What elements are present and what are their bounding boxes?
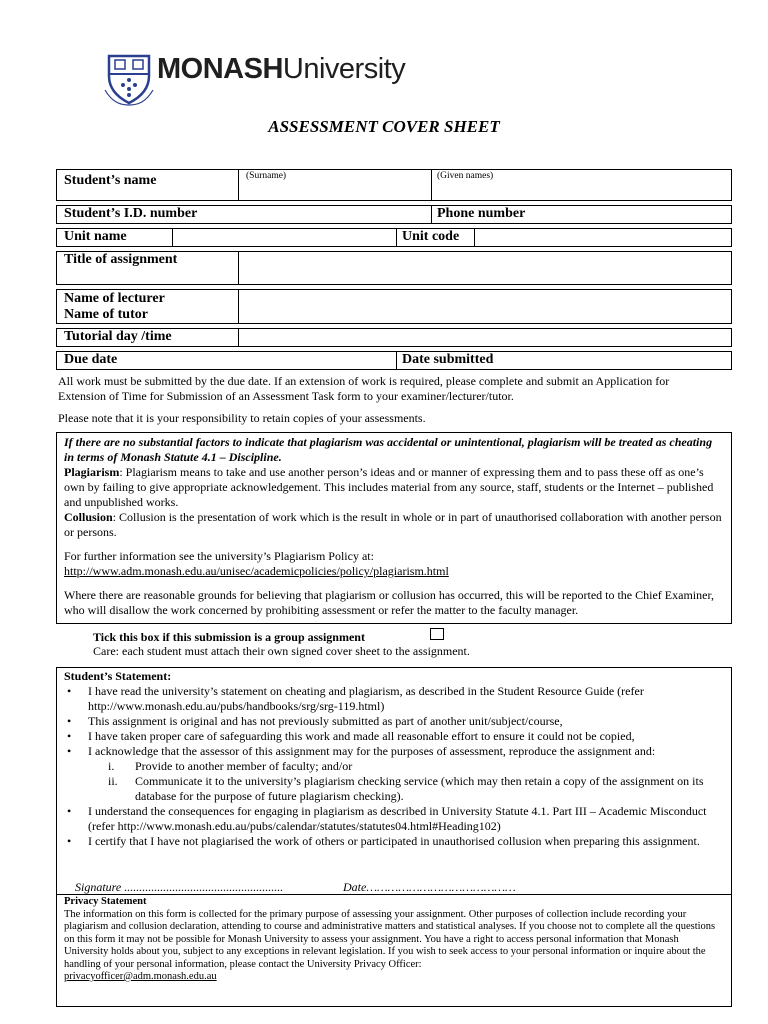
plagiarism-term: Plagiarism [64, 465, 120, 479]
dates-row [56, 351, 732, 370]
privacy-heading: Privacy Statement [64, 896, 147, 907]
plagiarism-content [64, 435, 724, 618]
list-item: • I understand the consequences for engaging in plagiarism as described in University Statute 4.1. Part III – Academic Misconduct (refer http://www.monash.edu.au/pubs/calendar/statutes/statutes04.html#Heading102) [64, 804, 720, 834]
statement-list-2 [64, 804, 720, 849]
list-item: • I certify that I have not plagiarised the work of others or participated in unauthorised collusion when preparing this assignment. [64, 834, 720, 849]
plagiarism-text: : Plagiarism means to take and use another person’s ideas and or manner of expressing them and to pass these off as one’s own by failing to give appropriate acknowledgement. This includes material from any source, staff, students or the Internet – published and unpublished works. [64, 465, 714, 509]
brand-regular: University [282, 53, 406, 85]
group-care-note: Care: each student must attach their own signed cover sheet to the assignment. [93, 644, 470, 658]
date-submitted-label: Date submitted [402, 352, 494, 367]
unit-code-field[interactable] [475, 229, 731, 246]
statement-heading: Student’s Statement: [64, 669, 172, 683]
student-id-label: Student’s I.D. number [64, 206, 198, 221]
assignment-title-label: Title of assignment [64, 252, 178, 267]
date-line[interactable]: Date…………………………………… [343, 880, 516, 894]
further-info-text: For further information see the university’s Plagiarism Policy at: [64, 549, 374, 563]
tutorial-label: Tutorial day /time [64, 329, 172, 344]
students-name-label: Student’s name [64, 173, 157, 188]
lecturer-tutor-field[interactable] [239, 290, 731, 323]
plagiarism-policy-link[interactable]: http://www.adm.monash.edu.au/unisec/academicpolicies/policy/plagiarism.html [64, 564, 449, 578]
university-wordmark [157, 53, 405, 86]
tutor-label: Name of tutor [64, 307, 148, 322]
plagiarism-warning: If there are no substantial factors to indicate that plagiarism was accidental or unintentional, plagiarism will be treated as cheating in terms of Monash Statute 4.1 – Discipline. [64, 435, 713, 464]
sub-item: ii. Communicate it to the university’s plagiarism checking service (which may then retain a copy of the assignment on its database for the purpose of future plagiarism checking). [108, 774, 704, 803]
surname-hint: (Surname) [246, 171, 287, 181]
collusion-text: : Collusion is the presentation of work which is the result in whole or in part of unauthorised collaboration with another person or persons. [64, 510, 722, 539]
sub-item: i. Provide to another member of faculty; and/or [108, 759, 353, 773]
due-date-label: Due date [64, 352, 118, 367]
plagiarism-definition [64, 465, 724, 510]
assignment-title-field[interactable] [239, 252, 731, 284]
privacy-content [64, 896, 724, 984]
privacy-text: The information on this form is collected for the primary purpose of assessing your assignment. Other purposes of collection include recording your plagiarism and collusion declaration, attending to course and administrative matters and statistical analyses. If you choose not to complete all the questions on this form it may not be possible for Monash University to assess your assignment. You have a right to access personal information that Monash University holds about you, subject to any exceptions in relevant legislation. If you wish to seek access to your personal information or inquire about the handling of your personal information, please contact the University Privacy Officer: [64, 908, 716, 970]
privacy-email-link[interactable]: privacyofficer@adm.monash.edu.au [64, 971, 217, 982]
unit-code-label: Unit code [402, 229, 460, 244]
phone-number-label: Phone number [437, 206, 526, 221]
submission-note: All work must be submitted by the due date. If an extension of work is required, please complete and submit an Application for Extension of Time for Submission of an Assessment Task form to your examiner/lecturer/tutor. [58, 374, 670, 403]
collusion-definition [64, 510, 724, 540]
collusion-term: Collusion [64, 510, 113, 524]
tutorial-field[interactable] [239, 329, 731, 346]
given-names-hint: (Given names) [437, 171, 494, 181]
brand-bold: MONASH [157, 53, 283, 85]
grounds-text: Where there are reasonable grounds for believing that plagiarism or collusion has occurred, this will be reported to the Chief Examiner, who will disallow the work concerned by prohibiting assessment or refer the matter to the faculty manager. [64, 588, 714, 617]
list-item: • I have read the university’s statement on cheating and plagiarism, as described in the Student Resource Guide (refer http://www.monash.edu.au/pubs/handbooks/srg/srg-119.html) [64, 684, 720, 714]
group-tick-label: Tick this box if this submission is a group assignment [93, 630, 365, 644]
group-assignment-checkbox[interactable] [430, 628, 444, 640]
unit-name-field[interactable] [173, 229, 395, 246]
given-names-field[interactable] [432, 183, 731, 200]
monash-crest-logo [104, 54, 154, 106]
signature-line[interactable]: Signature ..................................................... [75, 880, 284, 894]
statement-sublist [64, 759, 720, 804]
retain-copies-note: Please note that it is your responsibility to retain copies of your assessments. [58, 411, 426, 425]
statement-content [64, 669, 720, 849]
statement-list [64, 684, 720, 759]
list-item: • I have taken proper care of safeguarding this work and made all reasonable effort to ensure it could not be copied, [64, 729, 720, 744]
list-item: • I acknowledge that the assessor of this assignment may for the purposes of assessment, reproduce the assignment and: [64, 744, 720, 759]
unit-name-label: Unit name [64, 229, 127, 244]
lecturer-label: Name of lecturer [64, 291, 165, 306]
surname-field[interactable] [239, 183, 430, 200]
page-title: ASSESSMENT COVER SHEET [268, 117, 500, 136]
list-item: • This assignment is original and has not previously submitted as part of another unit/subject/course, [64, 714, 720, 729]
